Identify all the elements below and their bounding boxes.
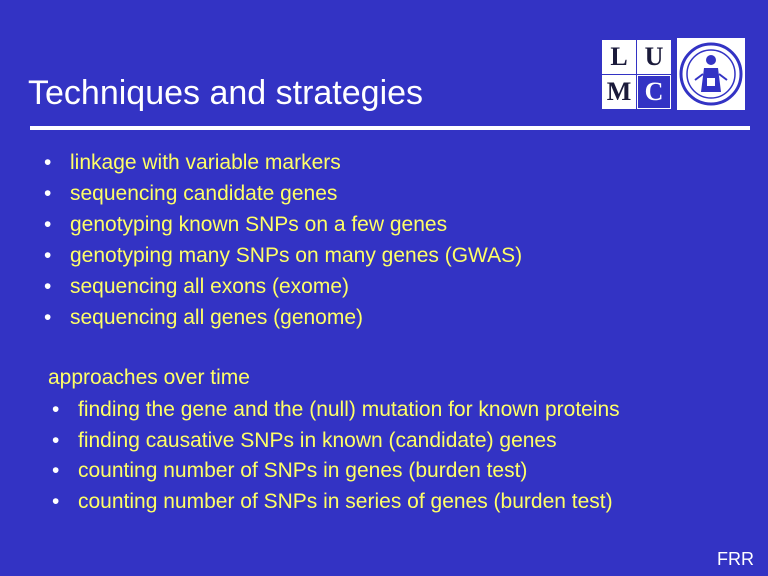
list-item: • genotyping known SNPs on a few genes	[44, 209, 522, 240]
slide-title: Techniques and strategies	[28, 74, 424, 112]
list-item: • sequencing all genes (genome)	[44, 302, 522, 333]
list-item: • counting number of SNPs in series of genes (burden test)	[52, 487, 620, 518]
technique-list	[44, 147, 522, 333]
list-item: • linkage with variable markers	[44, 147, 522, 178]
list-item: • finding the gene and the (null) mutation for known proteins	[52, 395, 620, 426]
list-item: • genotyping many SNPs on many genes (GWAS)	[44, 240, 522, 271]
footer-initials: FRR	[717, 549, 754, 569]
list-item: • finding causative SNPs in known (candidate) genes	[52, 426, 620, 457]
logo-letter: M	[602, 75, 636, 109]
logo-letter: U	[637, 40, 671, 74]
title-divider	[30, 126, 750, 130]
lumc-logo	[602, 40, 672, 110]
logo-letter: L	[602, 40, 636, 74]
logo-letter: C	[637, 75, 671, 109]
list-item: • sequencing all exons (exome)	[44, 271, 522, 302]
list-item: • counting number of SNPs in genes (burden test)	[52, 456, 620, 487]
list-item: • sequencing candidate genes	[44, 178, 522, 209]
approaches-heading: approaches over time	[48, 366, 250, 389]
university-seal-icon	[677, 38, 745, 110]
approaches-list	[52, 395, 620, 517]
